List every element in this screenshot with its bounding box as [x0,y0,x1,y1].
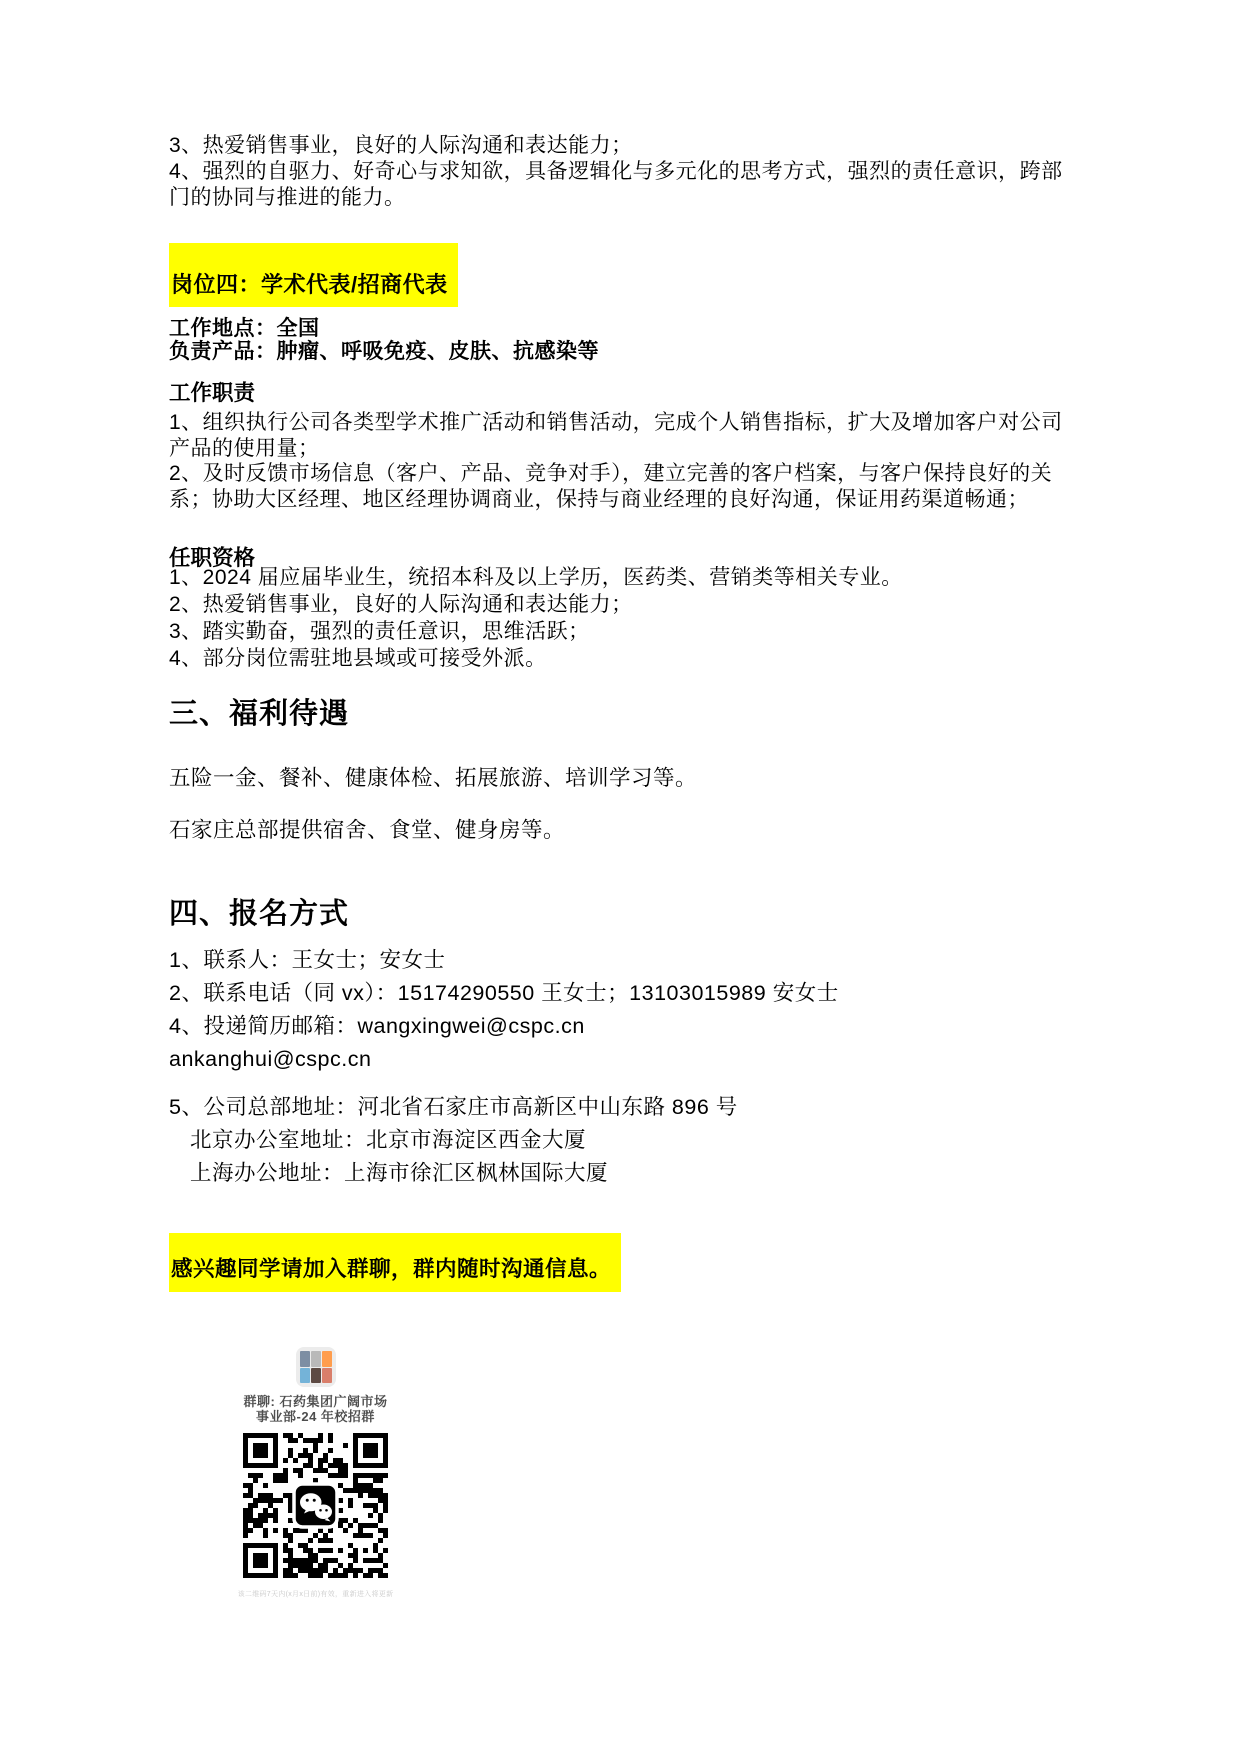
intro-line: 4、强烈的自驱力、好奇心与求知欲，具备逻辑化与多元化的思考方式，强烈的责任意识，跨部门的协同与推进的能力。 [169,160,1063,209]
products-line: 负责产品：肿瘤、呼吸免疫、皮肤、抗感染等 [169,340,599,363]
duties-heading: 工作职责 [169,381,256,405]
avatar-tile [300,1351,310,1367]
qualification-item: 2、热爱销售事业，良好的人际沟通和表达能力； [169,593,633,616]
qualification-item: 3、踏实勤奋，强烈的责任意识，思维活跃； [169,620,590,643]
position4-meta [169,317,1074,363]
wechat-logo-icon [294,1484,337,1527]
location-line: 工作地点：全国 [169,317,320,340]
qualification-item: 4、部分岗位需驻地县域或可接受外派。 [169,647,547,670]
group-caption-line2: 事业部-24 年校招群 [256,1409,375,1424]
avatar-tile [311,1351,321,1367]
wechat-group-qr-code [243,1433,388,1578]
avatar-tile [300,1368,310,1384]
benefits-line: 石家庄总部提供宿舍、食堂、健身房等。 [169,818,566,842]
avatar-tile [322,1368,332,1384]
group-avatar [296,1347,336,1387]
address-list [169,1091,1074,1190]
address-line: 上海办公地址：上海市徐汇区枫林国际大厦 [190,1161,609,1185]
qualification-item: 1、2024 届应届毕业生，统招本科及以上学历，医药类、营销类等相关专业。 [169,566,903,589]
intro-line: 3、热爱销售事业，良好的人际沟通和表达能力； [169,134,633,157]
group-chat-widget [223,1347,408,1599]
duties-list [169,410,1074,512]
qualifications-heading: 任职资格 [169,546,256,570]
application-item: 1、联系人：王女士；安女士 [169,948,446,972]
benefits-line: 五险一金、餐补、健康体检、拓展旅游、培训学习等。 [169,766,698,790]
address-line: 北京办公室地址：北京市海淀区西金大厦 [190,1128,587,1152]
qr-validity-footnote: 该二维码7天内(x月x日前)有效，重新进入将更新 [237,1591,394,1598]
application-list [169,944,1074,1076]
group-invite-highlight: 感兴趣同学请加入群聊，群内随时沟通信息。 [169,1233,621,1292]
duties-item: 2、及时反馈市场信息（客户、产品、竞争对手），建立完善的客户档案，与客户保持良好的关系；协助大区经理、地区经理协调商业，保持与商业经理的良好沟通，保证用药渠道畅通； [169,462,1053,511]
application-heading: 四、报名方式 [169,898,350,930]
application-email2: ankanghui@cspc.cn [169,1047,372,1071]
qualifications-list [169,564,1074,672]
group-caption-line1: 群聊: 石药集团广阔市场 [243,1394,388,1409]
application-item: 4、投递简历邮箱：wangxingwei@cspc.cn [169,1014,585,1038]
avatar-tile [311,1368,321,1384]
group-caption [244,1394,388,1424]
application-item: 2、联系电话（同 vx）：15174290550 王女士；13103015989 安女士 [169,981,839,1005]
duties-item: 1、组织执行公司各类型学术推广活动和销售活动，完成个人销售指标，扩大及增加客户对公司产品的使用量； [169,411,1063,460]
position4-title-highlight: 岗位四：学术代表/招商代表 [169,243,458,307]
avatar-tile [322,1351,332,1367]
intro-paragraph [169,133,1074,211]
address-line: 5、公司总部地址：河北省石家庄市高新区中山东路 896 号 [169,1095,738,1119]
benefits-heading: 三、福利待遇 [169,698,350,730]
